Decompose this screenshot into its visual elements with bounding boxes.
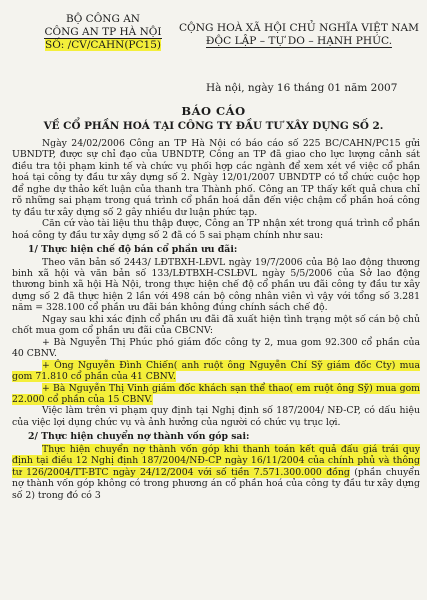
paragraph: Căn cứ vào tài liệu thu thập được, Công an TP nhận xét trong quá trình cổ phần hoá công ty đầu tư xây dựng số 2 đã có 5 sai phạm chính như sau: [12,218,420,241]
document-number: SỐ: /CV/CAHN(PC15) [45,39,161,51]
ministry-name: BỘ CÔNG AN [66,13,140,25]
section-heading: 1/ Thực hiện chế độ bán cổ phần ưu đãi: [28,244,238,256]
paragraph: + Bà Nguyễn Thị Phúc phó giám đốc công ty 2, mua gom 92.300 cổ phần của 40 CBNV. [12,336,420,360]
document-subtitle: VỀ CỔ PHẦN HOÁ TẠI CÔNG TY ĐẦU TƯ XÂY DỰNG SỐ 2. [43,120,384,132]
document-title: BÁO CÁO [181,104,246,118]
paragraph: Việc làm trên vi phạm quy định tại Nghị định số 187/2004/ NĐ-CP, có dấu hiệu của việc lợi dụng chức vụ và ảnh hưởng của người có chức vụ trục lợi. [12,405,420,428]
document-date: Hà nội, ngày 16 tháng 01 năm 2007 [206,82,398,94]
section-heading: 2/ Thực hiện chuyển nợ thành vốn góp sai: [28,431,250,443]
document-body [12,138,420,501]
agency-name: CÔNG AN TP HÀ NỘI [44,26,162,38]
paragraph: Ngày 24/02/2006 Công an TP Hà Nội có báo cáo số 225 BC/CAHN/PC15 gửi UBNDTP, được sự chỉ đạo của UBNDTP, Công an TP đã giao cho lực lượng cảnh sát điều tra tội phạm kinh tế và chức vụ phối hợp các ngành để xem xét về việc cổ phần hoá tại công ty đầu tư xây dựng số 2. Ngày 12/01/2007 UBNDTP có tổ chức cuộc họp để nghe dự thảo kết luận của thanh tra Thành phố. Công an TP thấy kết quả chưa chỉ rõ những sai phạm trong quá trình cổ phần hoá dẫn đến việc chậm cổ phần hoá công ty đầu tư xây dựng số 2 gây nhiều dư luận phức tạp. [12,138,420,218]
national-header [176,22,422,48]
national-motto: ĐỘC LẬP – TỰ DO – HẠNH PHÚC. [205,35,393,47]
country-name: CỘNG HOÀ XÃ HỘI CHỦ NGHĨA VIỆT NAM [178,22,420,34]
paragraph: Theo văn bản số 2443/ LĐTBXH-LĐVL ngày 19/7/2006 của Bộ lao động thương binh xã hội và văn bản số 133/LĐTBXH-CSLĐVL ngày 5/5/2006 của Sở lao động thương binh xã hội Hà Nội, trong thực hiện chế độ cổ phần ưu đãi công ty đầu tư xây dựng số 2 đã thực hiện 2 lần với 498 cán bộ công nhân viên vì vậy với tổng số 3.281 năm = 328.100 cổ phần ưu đãi bán không đúng chính sách chế độ. [12,256,420,314]
paragraph-highlighted: + Ông Nguyễn Đình Chiến( anh ruột ông Nguyễn Chí Sỹ giám đốc Cty) mua gom 71.810 cổ phần của 41 CBNV. [12,359,420,383]
paragraph: Ngay sau khi xác định cổ phần ưu đãi đã xuất hiện tình trạng một số cán bộ chủ chốt mua gom cổ phần ưu đãi của CBCNV: [12,313,420,337]
paragraph-highlighted: Thực hiện chuyển nợ thành vốn góp khi thanh toán kết quả đấu giá trái quy định tại điều 12 Nghị định 187/2004/NĐ-CP ngày 16/11/2004 của chính phủ và thông tư 126/2004/TT-BTC ngày 24/12/2004 với số tiền 7.571.300.000 đồng (phần chuyển nợ thành vốn góp không có trong phương án cổ phần hoá của công ty đầu tư xây dựng số 2) trong đó có 3 [12,443,420,501]
issuer-header [28,13,178,52]
paragraph-highlighted: + Bà Nguyễn Thị Vinh giám đốc khách sạn thể thao( em ruột ông Sỹ) mua gom 22.000 cổ phần của 15 CBNV. [12,382,420,405]
